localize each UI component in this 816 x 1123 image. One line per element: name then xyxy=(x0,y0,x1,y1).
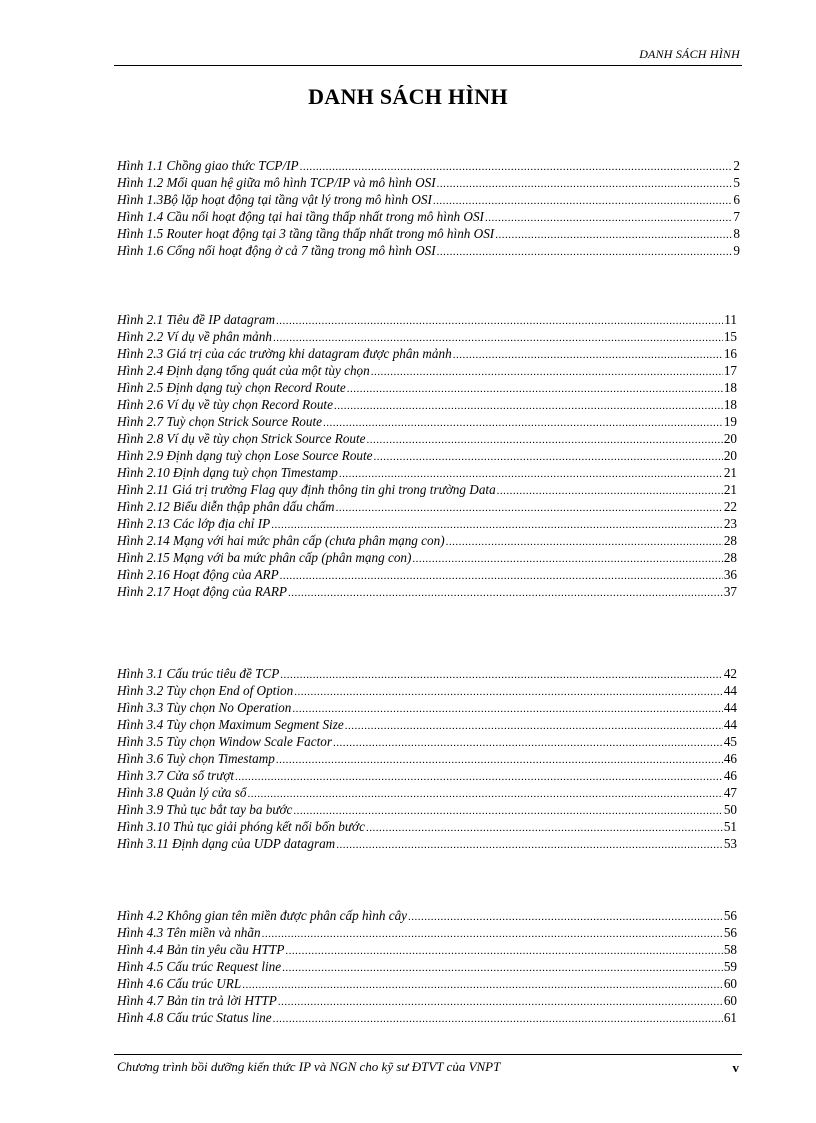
toc-entry-label: Hình 1.4 Cầu nối hoạt động tại hai tầng thấp nhất trong mô hình OSI xyxy=(117,209,484,224)
toc-entry-label: Hình 2.13 Các lớp địa chỉ IP xyxy=(117,516,271,531)
toc-entry-label: Hình 4.5 Cấu trúc Request line xyxy=(117,959,282,974)
toc-entry-label: Hình 2.4 Định dạng tổng quát của một tùy chọn xyxy=(117,363,370,378)
toc-entry-page-number: 37 xyxy=(723,584,737,599)
toc-entry-label: Hình 3.4 Tùy chọn Maximum Segment Size xyxy=(117,717,344,732)
footer-page-number: v xyxy=(732,1060,739,1075)
toc-entry[interactable] xyxy=(117,835,737,852)
toc-entry[interactable] xyxy=(117,174,740,191)
toc-entry[interactable] xyxy=(117,549,737,566)
toc-entry-page-number: 36 xyxy=(723,567,737,582)
toc-entry-page-number: 20 xyxy=(723,448,737,463)
toc-entry-label: Hình 3.5 Tùy chọn Window Scale Factor xyxy=(117,734,333,749)
toc-entry[interactable] xyxy=(117,665,737,682)
toc-entry-page-number: 51 xyxy=(723,819,737,834)
toc-entry[interactable] xyxy=(117,992,737,1009)
toc-entry-page-number: 2 xyxy=(733,158,740,173)
toc-entry-label: Hình 2.12 Biểu diễn thập phân dấu chấm xyxy=(117,499,335,514)
toc-entry-label: Hình 3.11 Định dạng của UDP datagram xyxy=(117,836,336,851)
toc-entry-label: Hình 3.2 Tùy chọn End of Option xyxy=(117,683,294,698)
toc-dot-leader xyxy=(336,835,723,854)
header-divider xyxy=(114,65,742,66)
toc-entry[interactable] xyxy=(117,767,737,784)
toc-entry-page-number: 44 xyxy=(723,717,737,732)
toc-entry-page-number: 16 xyxy=(723,346,737,361)
toc-entry-page-number: 17 xyxy=(723,363,737,378)
toc-section-chapter-2 xyxy=(117,311,737,600)
toc-entry-page-number: 45 xyxy=(723,734,737,749)
toc-entry-label: Hình 4.2 Không gian tên miền được phân cấp hình cây xyxy=(117,908,408,923)
toc-entry-label: Hình 1.3Bộ lặp hoạt động tại tầng vật lý trong mô hình OSI xyxy=(117,192,432,207)
toc-entry-label: Hình 2.9 Định dạng tuỳ chọn Lose Source Route xyxy=(117,448,373,463)
toc-entry-label: Hình 3.1 Cấu trúc tiêu đề TCP xyxy=(117,666,280,681)
toc-entry-page-number: 18 xyxy=(723,380,737,395)
toc-entry-page-number: 58 xyxy=(723,942,737,957)
toc-dot-leader xyxy=(437,242,733,261)
toc-entry-page-number: 61 xyxy=(723,1010,737,1025)
toc-entry-page-number: 42 xyxy=(723,666,737,681)
toc-entry-page-number: 22 xyxy=(723,499,737,514)
toc-entry[interactable] xyxy=(117,498,737,515)
toc-entry[interactable] xyxy=(117,907,737,924)
toc-entry-page-number: 19 xyxy=(723,414,737,429)
toc-entry-label: Hình 2.2 Ví dụ về phân mảnh xyxy=(117,329,272,344)
toc-entry[interactable] xyxy=(117,975,737,992)
toc-entry[interactable] xyxy=(117,362,737,379)
toc-entry-page-number: 20 xyxy=(723,431,737,446)
page-title: DANH SÁCH HÌNH xyxy=(308,84,508,109)
toc-entry-page-number: 6 xyxy=(733,192,740,207)
toc-entry-label: Hình 2.15 Mạng với ba mức phân cấp (phân mạng con) xyxy=(117,550,412,565)
toc-entry[interactable] xyxy=(117,379,737,396)
toc-entry-page-number: 46 xyxy=(723,751,737,766)
toc-entry-page-number: 47 xyxy=(723,785,737,800)
toc-entry[interactable] xyxy=(117,583,737,600)
toc-entry[interactable] xyxy=(117,515,737,532)
toc-entry-label: Hình 3.6 Tuỳ chọn Timestamp xyxy=(117,751,275,766)
toc-entry-page-number: 8 xyxy=(733,226,740,241)
toc-entry-page-number: 28 xyxy=(723,550,737,565)
toc-entry[interactable] xyxy=(117,328,737,345)
toc-entry-label: Hình 2.5 Định dạng tuỳ chọn Record Route xyxy=(117,380,346,395)
toc-entry-page-number: 15 xyxy=(723,329,737,344)
toc-entry-page-number: 53 xyxy=(723,836,737,851)
toc-entry[interactable] xyxy=(117,481,737,498)
toc-entry[interactable] xyxy=(117,464,737,481)
toc-entry[interactable] xyxy=(117,191,740,208)
toc-entry-page-number: 21 xyxy=(723,465,737,480)
toc-entry-label: Hình 1.2 Mối quan hệ giữa mô hình TCP/IP và mô hình OSI xyxy=(117,175,436,190)
toc-section-chapter-3 xyxy=(117,665,737,852)
toc-entry-label: Hình 2.10 Định dạng tuỳ chọn Timestamp xyxy=(117,465,338,480)
toc-entry[interactable] xyxy=(117,818,737,835)
toc-entry[interactable] xyxy=(117,958,737,975)
toc-entry-page-number: 44 xyxy=(723,683,737,698)
toc-entry-label: Hình 2.16 Hoạt động của ARP xyxy=(117,567,279,582)
toc-entry-label: Hình 3.9 Thủ tục bắt tay ba bước xyxy=(117,802,293,817)
toc-section-chapter-1 xyxy=(117,157,740,259)
toc-entry[interactable] xyxy=(117,208,740,225)
toc-entry-page-number: 46 xyxy=(723,768,737,783)
toc-entry-page-number: 60 xyxy=(723,993,737,1008)
toc-entry-label: Hình 1.6 Cổng nối hoạt động ở cả 7 tầng trong mô hình OSI xyxy=(117,243,436,258)
toc-entry-page-number: 18 xyxy=(723,397,737,412)
toc-entry[interactable] xyxy=(117,699,737,716)
toc-entry-label: Hình 2.11 Giá trị trường Flag quy định thông tin ghi trong trường Data xyxy=(117,482,496,497)
toc-entry-page-number: 23 xyxy=(723,516,737,531)
toc-entry-page-number: 60 xyxy=(723,976,737,991)
toc-entry-label: Hình 4.4 Bản tin yêu cầu HTTP xyxy=(117,942,285,957)
toc-entry-label: Hình 2.3 Giá trị của các trường khi datagram được phân mảnh xyxy=(117,346,452,361)
toc-entry-label: Hình 2.1 Tiêu đề IP datagram xyxy=(117,312,276,327)
toc-entry[interactable] xyxy=(117,345,737,362)
footer-text: Chương trình bồi dưỡng kiến thức IP và NGN cho kỹ sư ĐTVT của VNPT xyxy=(117,1059,501,1074)
toc-entry-page-number: 7 xyxy=(733,209,740,224)
toc-entry[interactable] xyxy=(117,941,737,958)
toc-entry[interactable] xyxy=(117,225,740,242)
toc-entry[interactable] xyxy=(117,157,740,174)
toc-entry-label: Hình 3.10 Thủ tục giải phóng kết nối bốn bước xyxy=(117,819,365,834)
toc-entry-page-number: 21 xyxy=(723,482,737,497)
toc-entry[interactable] xyxy=(117,1009,737,1026)
toc-entry-label: Hình 4.7 Bản tin trả lời HTTP xyxy=(117,993,277,1008)
toc-entry[interactable] xyxy=(117,682,737,699)
toc-entry[interactable] xyxy=(117,242,740,259)
toc-entry-label: Hình 4.8 Cấu trúc Status line xyxy=(117,1010,272,1025)
toc-entry-label: Hình 3.7 Cửa sổ trượt xyxy=(117,768,235,783)
toc-entry-label: Hình 4.3 Tên miền và nhãn xyxy=(117,925,261,940)
toc-entry-label: Hình 2.17 Hoạt động của RARP xyxy=(117,584,287,599)
toc-entry[interactable] xyxy=(117,430,737,447)
toc-entry[interactable] xyxy=(117,396,737,413)
toc-entry[interactable] xyxy=(117,801,737,818)
toc-entry[interactable] xyxy=(117,532,737,549)
toc-entry-label: Hình 2.7 Tuỳ chọn Strick Source Route xyxy=(117,414,322,429)
toc-dot-leader xyxy=(273,1009,723,1028)
toc-entry[interactable] xyxy=(117,566,737,583)
toc-entry-page-number: 44 xyxy=(723,700,737,715)
toc-entry-page-number: 59 xyxy=(723,959,737,974)
toc-entry-label: Hình 2.14 Mạng với hai mức phân cấp (chưa phân mạng con) xyxy=(117,533,445,548)
toc-dot-leader xyxy=(288,583,723,602)
toc-entry-page-number: 5 xyxy=(733,175,740,190)
toc-entry-page-number: 28 xyxy=(723,533,737,548)
toc-entry-label: Hình 2.8 Ví dụ về tùy chọn Strick Source Route xyxy=(117,431,366,446)
toc-entry[interactable] xyxy=(117,784,737,801)
toc-entry-page-number: 56 xyxy=(723,925,737,940)
toc-entry-page-number: 9 xyxy=(733,243,740,258)
toc-entry[interactable] xyxy=(117,447,737,464)
toc-entry-page-number: 50 xyxy=(723,802,737,817)
toc-entry[interactable] xyxy=(117,716,737,733)
toc-entry[interactable] xyxy=(117,733,737,750)
toc-entry[interactable] xyxy=(117,924,737,941)
toc-entry[interactable] xyxy=(117,413,737,430)
toc-entry-page-number: 56 xyxy=(723,908,737,923)
toc-entry[interactable] xyxy=(117,311,737,328)
toc-section-chapter-4 xyxy=(117,907,737,1026)
toc-entry-label: Hình 1.1 Chồng giao thức TCP/IP xyxy=(117,158,299,173)
toc-entry-label: Hình 4.6 Cấu trúc URL xyxy=(117,976,242,991)
toc-entry-label: Hình 2.6 Ví dụ về tùy chọn Record Route xyxy=(117,397,333,412)
toc-entry-label: Hình 3.3 Tùy chọn No Operation xyxy=(117,700,292,715)
toc-entry-label: Hình 1.5 Router hoạt động tại 3 tầng tầng thấp nhất trong mô hình OSI xyxy=(117,226,495,241)
footer-divider xyxy=(114,1054,742,1055)
toc-entry[interactable] xyxy=(117,750,737,767)
running-header: DANH SÁCH HÌNH xyxy=(639,47,740,61)
toc-entry-page-number: 11 xyxy=(724,312,737,327)
toc-entry-label: Hình 3.8 Quản lý cửa sổ xyxy=(117,785,247,800)
